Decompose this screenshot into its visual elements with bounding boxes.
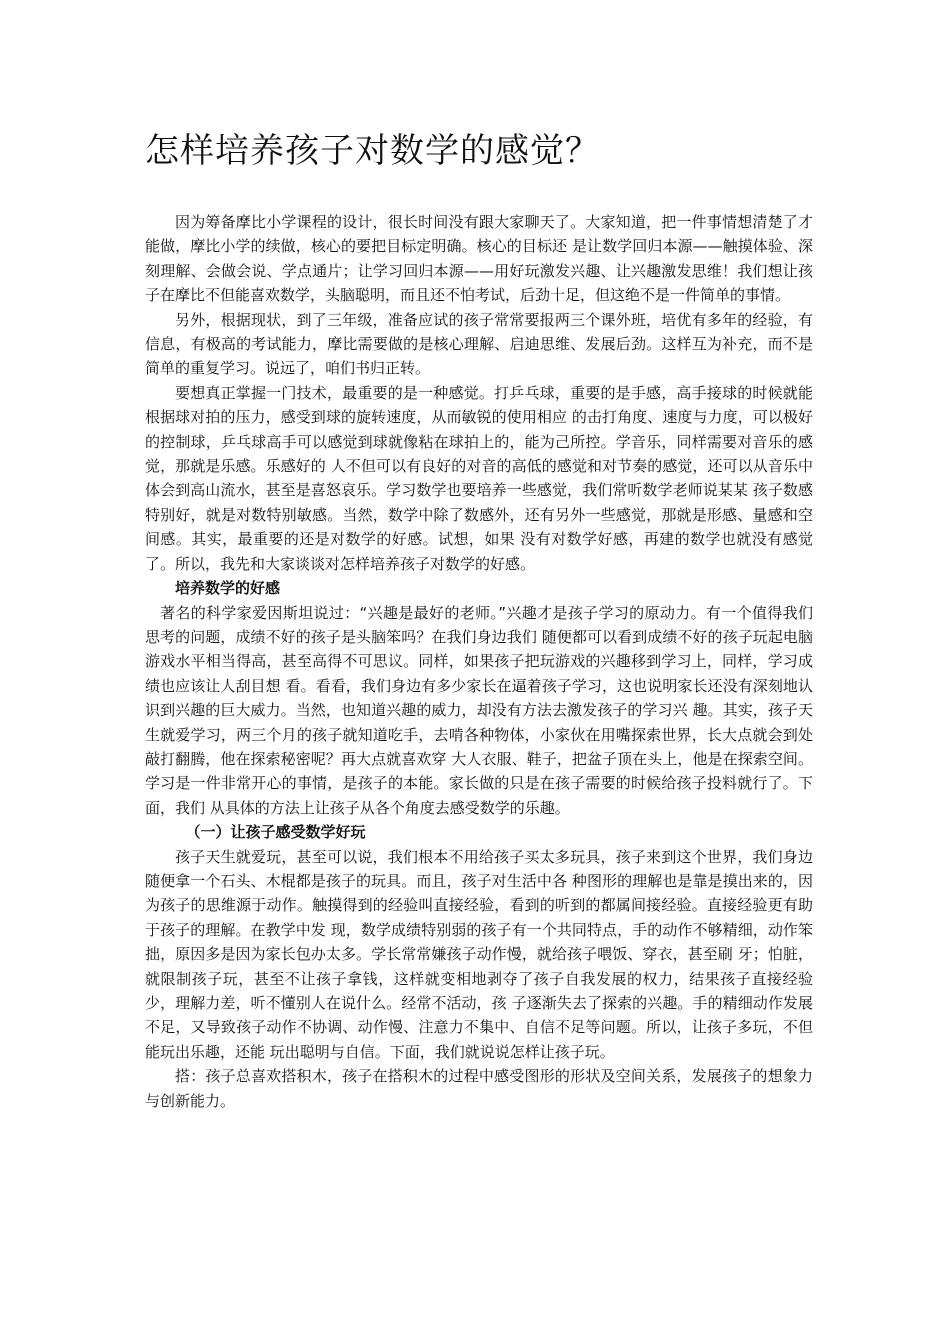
paragraph-interest: 著名的科学家爱因斯坦说过：“兴趣是最好的老师。”兴趣才是孩子学习的原动力。有一个值得我们思考的问题，成绩不好的孩子是头脑笨吗？在我们身边我们 随便都可以看到成绩不好的孩子玩起电脑游戏水平相当得高，甚至高得不可思议。同样，如果孩子把玩游戏的兴趣移到学习上，同样，学习成绩也应该让人刮目想 看。看看，我们身边有多少家长在逼着孩子学习，这也说明家长还没有深刻地认识到兴趣的巨大威力。当然，也知道兴趣的威力，却没有方法去激发孩子的学习兴 趣。其实，孩子天生就爱学习，两三个月的孩子就知道吃手，去啃各种物体，小家伙在用嘴探索世界，长大点就会到处敲打翻腾，他在探索秘密呢？再大点就喜欢穿 大人衣服、鞋子，把盆子顶在头上，他是在探索空间。学习是一件非常开心的事情，是孩子的本能。家长做的只是在孩子需要的时候给孩子投料就行了。下面，我们 从具体的方法上让孩子从各个角度去感受数学的乐趣。 [145,603,813,817]
section-heading-math-interest: 培养数学的好感 [175,579,281,598]
paragraph-building-blocks: 搭：孩子总喜欢搭积木，孩子在搭积木的过程中感受图形的形状及空间关系，发展孩子的想象力与创新能力。 [145,1067,813,1110]
document-page [145,122,813,1113]
paragraph-play: 孩子天生就爱玩，甚至可以说，我们根本不用给孩子买太多玩具，孩子来到这个世界，我们身边随便拿一个石头、木棍都是孩子的玩具。而且，孩子对生活中各 种图形的理解也是靠是摸出来的，因为孩子的思维源于动作。触摸得到的经验叫直接经验，看到的听到的都属间接经验。直接经验更有助于孩子的理解。在教学中发 现，数学成绩特别弱的孩子有一个共同特点，手的动作不够精细，动作笨拙，原因多是因为家长包办太多。学长常常嫌孩子动作慢，就给孩子喂饭、穿衣，甚至刷 牙；怕脏，就限制孩子玩，甚至不让孩子拿钱，这样就变相地剥夺了孩子自我发展的权力，结果孩子直接经验少，理解力差，听不懂别人在说什么。经常不活动，孩 子逐渐失去了探索的兴趣。手的精细动作发展不足，又导致孩子动作不协调、动作慢、注意力不集中、自信不足等问题。所以，让孩子多玩，不但能玩出乐趣，还能 玩出聪明与自信。下面，我们就说说怎样让孩子玩。 [145,847,813,1061]
paragraph-sense-of-math: 要想真正掌握一门技术，最重要的是一种感觉。打乒乓球，重要的是手感，高手接球的时候就能根据球对拍的压力，感受到球的旋转速度，从而敏锐的使用相应 的击打角度、速度与力度，可以极好的控制球，乒乓球高手可以感觉到球就像粘在球拍上的，能为己所控。学音乐，同样需要对音乐的感觉，那就是乐感。乐感好的 人不但可以有良好的对音的高低的感觉和对节奏的感觉，还可以从音乐中体会到高山流水，甚至是喜怒哀乐。学习数学也要培养一些感觉，我们常听数学老师说某某 孩子数感特别好，就是对数特别敏感。当然，数学中除了数感外，还有另外一些感觉，那就是形感、量感和空间感。其实，最重要的还是对数学的好感。试想，如果 没有对数学好感，再建的数学也就没有感觉了。所以，我先和大家谈谈对怎样培养孩子对数学的好感。 [145,383,813,573]
document-title: 怎样培养孩子对数学的感觉？ [145,131,600,171]
paragraph-intro: 因为筹备摩比小学课程的设计，很长时间没有跟大家聊天了。大家知道，把一件事情想清楚了才能做，摩比小学的续做，核心的要把目标定明确。核心的目标还 是让数学回归本源——触摸体验、深刻理解、会做会说、学点通片；让学习回归本源——用好玩激发兴趣、让兴趣激发思维！我们想让孩子在摩比不但能喜欢数学，头脑聪明，而且还不怕考试，后劲十足，但这绝不是一件简单的事情。 [145,213,813,305]
paragraph-current-situation: 另外，根据现状，到了三年级，准备应试的孩子常常要报两三个课外班，培优有多年的经验，有信息，有极高的考试能力，摩比需要做的是核心理解、启迪思维、发展后劲。这样互为补充，而不是简单的重复学习。说远了，咱们书归正转。 [145,310,813,378]
subsection-heading-math-fun: （一）让孩子感受数学好玩 [185,823,366,842]
